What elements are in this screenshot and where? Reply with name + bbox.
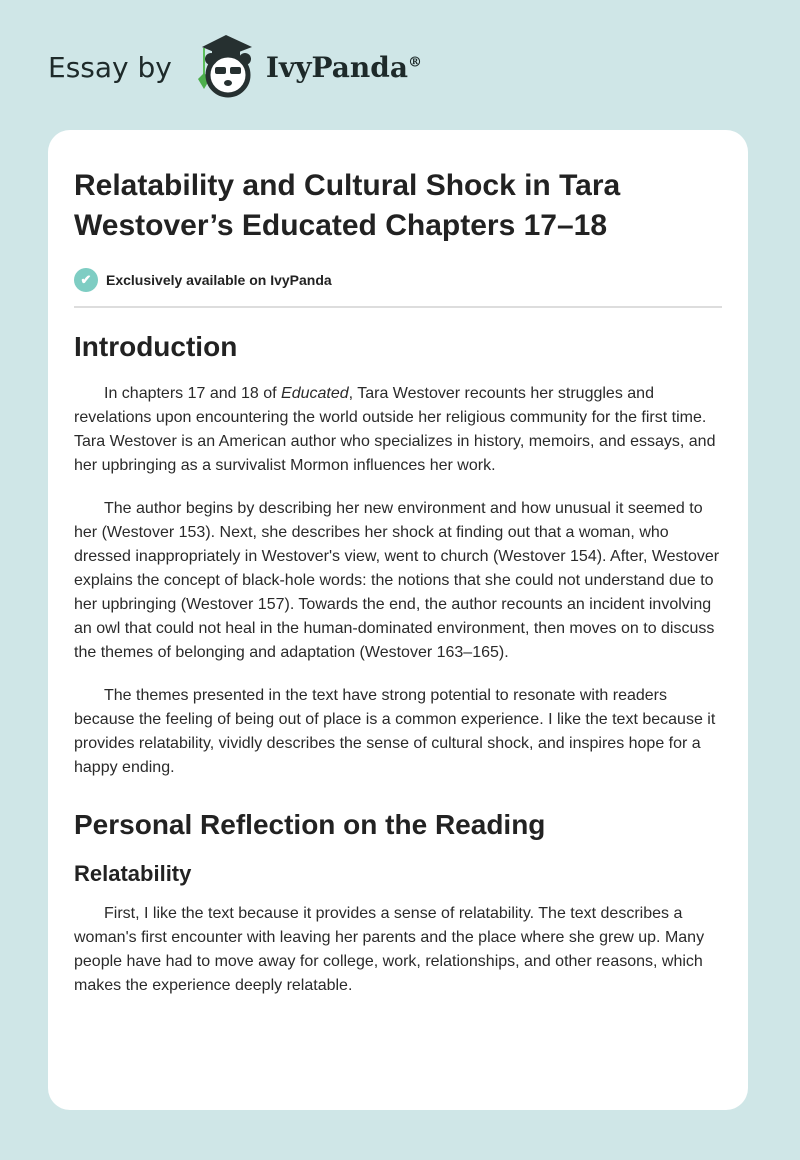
site-header <box>48 30 422 105</box>
book-title: Educated <box>281 385 349 402</box>
badge-text: Exclusively available on IvyPanda <box>106 272 332 288</box>
paragraph: The author begins by describing her new environment and how unusual it seemed to her (Westover 153). Next, she describes her shock at finding out that a woman, who dressed inappropriately in Westover's view, went to church (Westover 154). After, Westover explains the concept of black-hole words: the notions that she could not understand due to her upbringing (Westover 157). Towards the end, the author recounts an incident involving an owl that could not heal in the human-dominated environment, then moves on to discuss the themes of belonging and adaptation (Westover 163–165). <box>74 500 720 661</box>
essay-by-label: Essay by <box>48 51 172 84</box>
brand-name[interactable] <box>266 51 422 84</box>
text: In chapters 17 and 18 of <box>104 385 282 402</box>
paragraph <box>74 382 722 478</box>
page-title: Relatability and Cultural Shock in Tara Westover’s Educated Chapters 17–18 <box>74 169 621 242</box>
paragraph: The themes presented in the text have strong potential to resonate with readers because the feeling of being out of place is a common experience. I like the text because it provides relatability, vividly describes the sense of cultural shock, and inspires hope for a happy ending. <box>74 687 716 776</box>
section-heading-reflection: Personal Reflection on the Reading <box>74 809 546 840</box>
paragraph: First, I like the text because it provides a sense of relatability. The text describes a woman's first encounter with leaving her parents and the place where she grew up. Many people have had to move away for college, work, relationships, and other reasons, which makes the experience deeply relatable. <box>74 905 705 994</box>
text: , Tara Westover recounts her struggles and revelations upon encountering the world outside her religious community for the first time. Tara Westover is an American author who specializes in history, memoirs, and essays, and her upbringing as a survivalist Mormon influences her work. <box>74 385 716 474</box>
registered-mark: ® <box>408 54 423 71</box>
panda-logo-icon[interactable] <box>194 31 256 104</box>
brand-text: IvyPanda <box>265 51 409 84</box>
check-icon: ✔ <box>74 268 98 292</box>
subheading-relatability: Relatability <box>74 861 192 886</box>
section-heading-introduction: Introduction <box>74 331 238 362</box>
essay-card <box>48 130 748 1110</box>
exclusive-badge <box>74 268 722 308</box>
